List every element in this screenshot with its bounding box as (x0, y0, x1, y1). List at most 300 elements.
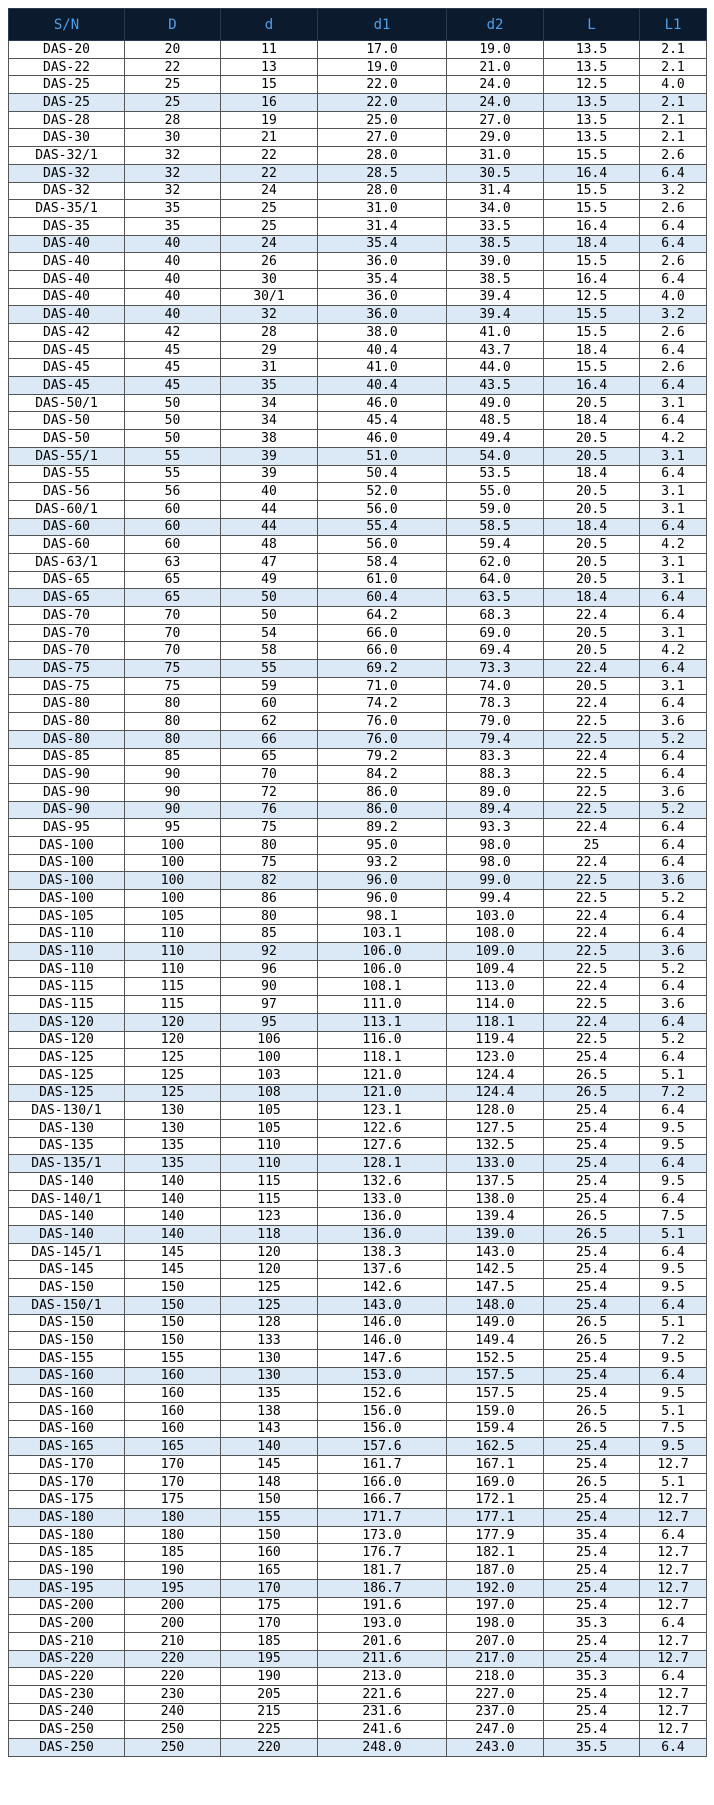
cell-d1: 133.0 (318, 1190, 447, 1208)
cell-d: 66 (221, 730, 318, 748)
cell-d1: 38.0 (318, 324, 447, 342)
cell-L: 22.4 (544, 607, 640, 625)
cell-d: 145 (221, 1456, 318, 1474)
cell-D: 45 (125, 359, 221, 377)
cell-d: 76 (221, 801, 318, 819)
cell-D: 100 (125, 854, 221, 872)
cell-D: 95 (125, 819, 221, 837)
cell-d: 185 (221, 1632, 318, 1650)
cell-L: 22.5 (544, 730, 640, 748)
cell-L1: 6.4 (640, 925, 707, 943)
cell-d2: 139.4 (447, 1208, 544, 1226)
table-row (9, 1615, 707, 1633)
cell-L: 20.5 (544, 394, 640, 412)
cell-d: 120 (221, 1243, 318, 1261)
cell-L: 15.5 (544, 182, 640, 200)
cell-d: 62 (221, 713, 318, 731)
cell-d1: 157.6 (318, 1438, 447, 1456)
cell-sn: DAS-230 (9, 1685, 125, 1703)
table-row (9, 571, 707, 589)
cell-L1: 6.4 (640, 589, 707, 607)
cell-d: 25 (221, 217, 318, 235)
cell-L1: 3.2 (640, 306, 707, 324)
cell-d1: 76.0 (318, 730, 447, 748)
cell-d2: 132.5 (447, 1137, 544, 1155)
cell-L: 26.5 (544, 1314, 640, 1332)
cell-d1: 106.0 (318, 943, 447, 961)
cell-sn: DAS-45 (9, 359, 125, 377)
cell-D: 150 (125, 1314, 221, 1332)
cell-d1: 86.0 (318, 783, 447, 801)
cell-d2: 139.0 (447, 1226, 544, 1244)
cell-D: 32 (125, 164, 221, 182)
cell-d: 59 (221, 677, 318, 695)
cell-D: 45 (125, 341, 221, 359)
cell-d: 220 (221, 1739, 318, 1757)
cell-L: 26.5 (544, 1226, 640, 1244)
table-row (9, 235, 707, 253)
cell-d: 58 (221, 642, 318, 660)
cell-d2: 24.0 (447, 94, 544, 112)
cell-d: 175 (221, 1597, 318, 1615)
cell-D: 90 (125, 783, 221, 801)
cell-d: 24 (221, 182, 318, 200)
cell-L: 25.4 (544, 1597, 640, 1615)
table-row (9, 164, 707, 182)
cell-d1: 95.0 (318, 836, 447, 854)
cell-d2: 54.0 (447, 447, 544, 465)
table-row (9, 500, 707, 518)
cell-sn: DAS-90 (9, 801, 125, 819)
cell-L: 15.5 (544, 306, 640, 324)
cell-L1: 2.1 (640, 129, 707, 147)
cell-d: 22 (221, 164, 318, 182)
cell-D: 80 (125, 695, 221, 713)
cell-L1: 2.6 (640, 359, 707, 377)
cell-d2: 79.0 (447, 713, 544, 731)
cell-d2: 172.1 (447, 1491, 544, 1509)
cell-D: 40 (125, 306, 221, 324)
cell-d2: 55.0 (447, 483, 544, 501)
cell-L1: 3.1 (640, 677, 707, 695)
cell-D: 180 (125, 1526, 221, 1544)
table-row (9, 447, 707, 465)
cell-sn: DAS-110 (9, 960, 125, 978)
cell-d2: 59.4 (447, 536, 544, 554)
cell-D: 110 (125, 925, 221, 943)
cell-sn: DAS-145 (9, 1261, 125, 1279)
cell-sn: DAS-200 (9, 1597, 125, 1615)
table-row (9, 713, 707, 731)
cell-sn: DAS-140 (9, 1208, 125, 1226)
cell-L: 22.5 (544, 960, 640, 978)
cell-sn: DAS-40 (9, 288, 125, 306)
cell-sn: DAS-130/1 (9, 1102, 125, 1120)
cell-d1: 46.0 (318, 394, 447, 412)
cell-sn: DAS-160 (9, 1402, 125, 1420)
cell-d: 205 (221, 1685, 318, 1703)
cell-L: 18.4 (544, 465, 640, 483)
cell-d2: 41.0 (447, 324, 544, 342)
cell-L1: 5.1 (640, 1226, 707, 1244)
cell-d: 13 (221, 58, 318, 76)
table-row (9, 553, 707, 571)
cell-L1: 7.2 (640, 1332, 707, 1350)
cell-D: 160 (125, 1385, 221, 1403)
cell-d1: 96.0 (318, 872, 447, 890)
table-row (9, 306, 707, 324)
cell-L: 22.4 (544, 907, 640, 925)
cell-L1: 9.5 (640, 1137, 707, 1155)
cell-d: 30 (221, 270, 318, 288)
cell-L1: 6.4 (640, 217, 707, 235)
cell-d2: 98.0 (447, 836, 544, 854)
cell-d: 140 (221, 1438, 318, 1456)
cell-d1: 191.6 (318, 1597, 447, 1615)
cell-sn: DAS-90 (9, 766, 125, 784)
cell-d1: 22.0 (318, 76, 447, 94)
cell-d2: 69.4 (447, 642, 544, 660)
cell-d1: 61.0 (318, 571, 447, 589)
cell-L: 22.4 (544, 1013, 640, 1031)
table-row (9, 1668, 707, 1686)
cell-L: 26.5 (544, 1473, 640, 1491)
cell-d: 120 (221, 1261, 318, 1279)
cell-L: 35.3 (544, 1615, 640, 1633)
cell-sn: DAS-35/1 (9, 200, 125, 218)
cell-L1: 6.4 (640, 164, 707, 182)
cell-sn: DAS-150/1 (9, 1296, 125, 1314)
cell-L: 22.5 (544, 783, 640, 801)
cell-d1: 128.1 (318, 1155, 447, 1173)
cell-L: 25 (544, 836, 640, 854)
cell-d1: 248.0 (318, 1739, 447, 1757)
table-row (9, 465, 707, 483)
cell-d: 125 (221, 1296, 318, 1314)
cell-d: 143 (221, 1420, 318, 1438)
cell-L1: 4.2 (640, 642, 707, 660)
cell-L: 25.4 (544, 1632, 640, 1650)
cell-L1: 6.4 (640, 854, 707, 872)
cell-d1: 98.1 (318, 907, 447, 925)
cell-d: 125 (221, 1279, 318, 1297)
cell-sn: DAS-100 (9, 854, 125, 872)
cell-L: 16.4 (544, 217, 640, 235)
cell-L: 20.5 (544, 447, 640, 465)
cell-d1: 116.0 (318, 1031, 447, 1049)
cell-L: 13.5 (544, 111, 640, 129)
cell-D: 75 (125, 660, 221, 678)
cell-L1: 6.4 (640, 607, 707, 625)
cell-d: 44 (221, 500, 318, 518)
cell-L: 20.5 (544, 571, 640, 589)
cell-D: 175 (125, 1491, 221, 1509)
table-row (9, 960, 707, 978)
cell-d: 108 (221, 1084, 318, 1102)
table-row (9, 642, 707, 660)
table-row (9, 854, 707, 872)
cell-d1: 28.0 (318, 182, 447, 200)
cell-d2: 43.5 (447, 377, 544, 395)
cell-d: 130 (221, 1367, 318, 1385)
table-row (9, 819, 707, 837)
cell-sn: DAS-32 (9, 164, 125, 182)
cell-L: 15.5 (544, 324, 640, 342)
cell-D: 140 (125, 1226, 221, 1244)
cell-D: 210 (125, 1632, 221, 1650)
cell-L: 22.5 (544, 713, 640, 731)
cell-D: 40 (125, 235, 221, 253)
cell-d2: 64.0 (447, 571, 544, 589)
cell-L1: 6.4 (640, 412, 707, 430)
cell-d: 72 (221, 783, 318, 801)
cell-d: 24 (221, 235, 318, 253)
cell-d2: 89.0 (447, 783, 544, 801)
cell-d: 11 (221, 41, 318, 59)
cell-L: 25.4 (544, 1438, 640, 1456)
table-row (9, 1402, 707, 1420)
cell-L: 20.5 (544, 500, 640, 518)
cell-d2: 108.0 (447, 925, 544, 943)
table-row (9, 766, 707, 784)
cell-sn: DAS-100 (9, 836, 125, 854)
cell-d: 38 (221, 430, 318, 448)
cell-d1: 35.4 (318, 270, 447, 288)
cell-L: 22.5 (544, 872, 640, 890)
cell-D: 35 (125, 217, 221, 235)
cell-L: 13.5 (544, 94, 640, 112)
cell-d: 54 (221, 624, 318, 642)
cell-d1: 40.4 (318, 341, 447, 359)
table-row (9, 589, 707, 607)
table-row (9, 607, 707, 625)
cell-d2: 78.3 (447, 695, 544, 713)
cell-L1: 3.1 (640, 483, 707, 501)
cell-D: 28 (125, 111, 221, 129)
cell-L1: 6.4 (640, 819, 707, 837)
cell-D: 45 (125, 377, 221, 395)
cell-L1: 5.2 (640, 960, 707, 978)
cell-d1: 153.0 (318, 1367, 447, 1385)
cell-L1: 12.7 (640, 1456, 707, 1474)
cell-d2: 187.0 (447, 1562, 544, 1580)
cell-sn: DAS-140 (9, 1173, 125, 1191)
cell-L1: 2.6 (640, 324, 707, 342)
cell-L1: 3.6 (640, 943, 707, 961)
cell-d2: 159.4 (447, 1420, 544, 1438)
cell-d: 106 (221, 1031, 318, 1049)
cell-d1: 138.3 (318, 1243, 447, 1261)
cell-d2: 74.0 (447, 677, 544, 695)
cell-sn: DAS-80 (9, 695, 125, 713)
cell-sn: DAS-130 (9, 1119, 125, 1137)
cell-d: 160 (221, 1544, 318, 1562)
cell-D: 195 (125, 1579, 221, 1597)
table-row (9, 978, 707, 996)
cell-d2: 128.0 (447, 1102, 544, 1120)
cell-L1: 6.4 (640, 748, 707, 766)
cell-sn: DAS-150 (9, 1332, 125, 1350)
cell-d: 90 (221, 978, 318, 996)
cell-d1: 36.0 (318, 306, 447, 324)
cell-d1: 41.0 (318, 359, 447, 377)
cell-D: 125 (125, 1084, 221, 1102)
cell-d: 103 (221, 1066, 318, 1084)
cell-L: 25.4 (544, 1385, 640, 1403)
cell-L: 18.4 (544, 589, 640, 607)
cell-d1: 171.7 (318, 1509, 447, 1527)
cell-d1: 201.6 (318, 1632, 447, 1650)
cell-sn: DAS-75 (9, 660, 125, 678)
cell-sn: DAS-120 (9, 1013, 125, 1031)
table-row (9, 394, 707, 412)
cell-d2: 99.0 (447, 872, 544, 890)
header-d2: d2 (447, 9, 544, 41)
cell-d2: 53.5 (447, 465, 544, 483)
cell-d2: 109.4 (447, 960, 544, 978)
cell-d: 60 (221, 695, 318, 713)
cell-d1: 213.0 (318, 1668, 447, 1686)
table-row (9, 1685, 707, 1703)
cell-sn: DAS-40 (9, 253, 125, 271)
table-row (9, 377, 707, 395)
cell-D: 25 (125, 94, 221, 112)
cell-L: 26.5 (544, 1402, 640, 1420)
cell-d1: 173.0 (318, 1526, 447, 1544)
cell-L: 25.4 (544, 1703, 640, 1721)
cell-L: 22.5 (544, 801, 640, 819)
cell-L1: 12.7 (640, 1579, 707, 1597)
table-row (9, 1031, 707, 1049)
table-row (9, 890, 707, 908)
cell-d: 39 (221, 447, 318, 465)
cell-L1: 3.1 (640, 624, 707, 642)
cell-L1: 6.4 (640, 660, 707, 678)
cell-d1: 79.2 (318, 748, 447, 766)
cell-sn: DAS-55 (9, 465, 125, 483)
cell-D: 65 (125, 589, 221, 607)
cell-L: 25.4 (544, 1119, 640, 1137)
table-row (9, 1349, 707, 1367)
cell-D: 70 (125, 624, 221, 642)
cell-d2: 79.4 (447, 730, 544, 748)
cell-d: 21 (221, 129, 318, 147)
cell-d: 150 (221, 1491, 318, 1509)
table-row (9, 1509, 707, 1527)
cell-d1: 166.7 (318, 1491, 447, 1509)
cell-D: 60 (125, 500, 221, 518)
cell-L: 26.5 (544, 1420, 640, 1438)
cell-d1: 103.1 (318, 925, 447, 943)
cell-D: 50 (125, 394, 221, 412)
cell-d1: 152.6 (318, 1385, 447, 1403)
cell-d: 80 (221, 836, 318, 854)
cell-d2: 63.5 (447, 589, 544, 607)
cell-d: 31 (221, 359, 318, 377)
cell-d1: 143.0 (318, 1296, 447, 1314)
cell-d2: 197.0 (447, 1597, 544, 1615)
cell-d: 97 (221, 996, 318, 1014)
cell-L: 25.4 (544, 1190, 640, 1208)
table-row (9, 412, 707, 430)
cell-sn: DAS-80 (9, 730, 125, 748)
cell-D: 50 (125, 412, 221, 430)
table-row (9, 1243, 707, 1261)
cell-L1: 6.4 (640, 1367, 707, 1385)
table-row (9, 253, 707, 271)
cell-L: 25.4 (544, 1562, 640, 1580)
cell-d: 55 (221, 660, 318, 678)
cell-sn: DAS-135/1 (9, 1155, 125, 1173)
cell-L1: 3.6 (640, 713, 707, 731)
cell-L: 20.5 (544, 642, 640, 660)
cell-sn: DAS-100 (9, 872, 125, 890)
cell-D: 220 (125, 1668, 221, 1686)
cell-L: 25.4 (544, 1721, 640, 1739)
cell-d1: 28.0 (318, 147, 447, 165)
cell-d1: 176.7 (318, 1544, 447, 1562)
cell-d: 86 (221, 890, 318, 908)
cell-D: 145 (125, 1261, 221, 1279)
table-row (9, 1721, 707, 1739)
cell-L: 16.4 (544, 164, 640, 182)
cell-D: 115 (125, 996, 221, 1014)
cell-d1: 69.2 (318, 660, 447, 678)
cell-sn: DAS-110 (9, 925, 125, 943)
cell-L1: 5.2 (640, 890, 707, 908)
cell-d2: 218.0 (447, 1668, 544, 1686)
header-D: D (125, 9, 221, 41)
cell-L1: 7.5 (640, 1420, 707, 1438)
cell-d2: 207.0 (447, 1632, 544, 1650)
cell-L1: 6.4 (640, 978, 707, 996)
cell-D: 80 (125, 730, 221, 748)
cell-sn: DAS-220 (9, 1668, 125, 1686)
cell-sn: DAS-40 (9, 306, 125, 324)
cell-L1: 6.4 (640, 1013, 707, 1031)
cell-sn: DAS-32 (9, 182, 125, 200)
cell-d1: 166.0 (318, 1473, 447, 1491)
cell-sn: DAS-42 (9, 324, 125, 342)
cell-d1: 142.6 (318, 1279, 447, 1297)
cell-L: 18.4 (544, 341, 640, 359)
cell-d1: 132.6 (318, 1173, 447, 1191)
dimension-table-container (8, 8, 706, 1757)
cell-sn: DAS-200 (9, 1615, 125, 1633)
cell-L1: 9.5 (640, 1173, 707, 1191)
cell-L: 26.5 (544, 1084, 640, 1102)
cell-sn: DAS-70 (9, 624, 125, 642)
cell-L: 25.4 (544, 1279, 640, 1297)
table-row (9, 1296, 707, 1314)
table-row (9, 801, 707, 819)
table-row (9, 1438, 707, 1456)
table-row (9, 624, 707, 642)
cell-d2: 24.0 (447, 76, 544, 94)
cell-L: 22.4 (544, 695, 640, 713)
cell-L1: 6.4 (640, 695, 707, 713)
cell-D: 100 (125, 890, 221, 908)
cell-sn: DAS-50 (9, 430, 125, 448)
cell-d2: 217.0 (447, 1650, 544, 1668)
cell-d2: 103.0 (447, 907, 544, 925)
cell-sn: DAS-150 (9, 1314, 125, 1332)
cell-d1: 121.0 (318, 1066, 447, 1084)
cell-d: 96 (221, 960, 318, 978)
cell-d2: 29.0 (447, 129, 544, 147)
cell-L1: 5.2 (640, 730, 707, 748)
cell-d: 26 (221, 253, 318, 271)
